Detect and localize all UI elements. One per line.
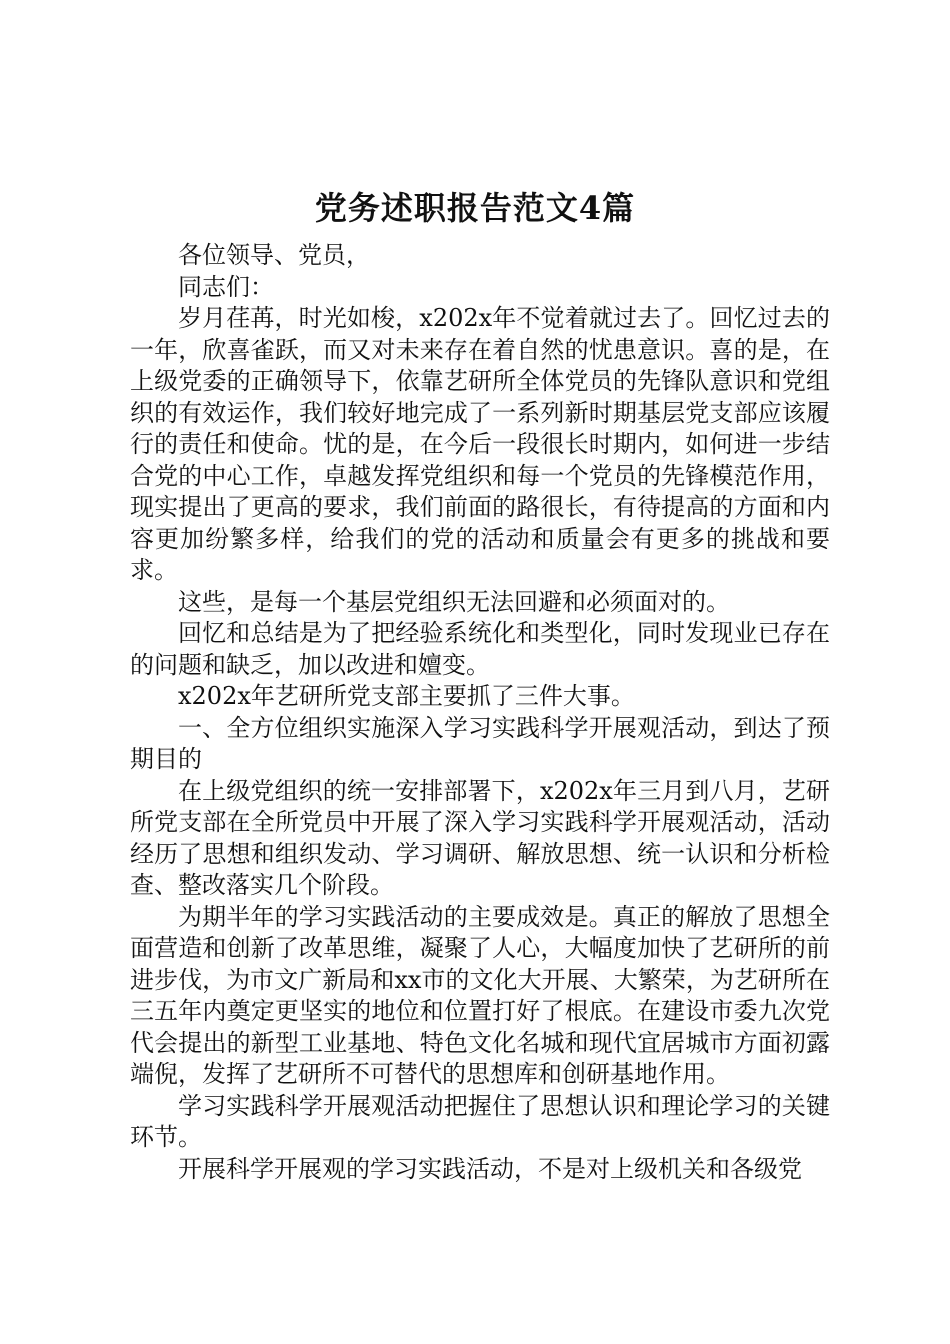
section-heading: 一、全方位组织实施深入学习实践科学开展观活动，到达了预期目的	[130, 713, 830, 773]
body-paragraph: 开展科学开展观的学习实践活动，不是对上级机关和各级党	[178, 1154, 802, 1183]
body-paragraph: 在上级党组织的统一安排部署下，x202x年三月到八月，艺研所党支部在全所党员中开展了深入学习实践科学开展观活动，活动经历了思想和组织发动、学习调研、解放思想、统一认识和分析检查、整改落实几个阶段。	[130, 776, 830, 899]
document-body	[130, 240, 830, 1185]
body-paragraph: 为期半年的学习实践活动的主要成效是。真正的解放了思想全面营造和创新了改革思维，凝聚了人心，大幅度加快了艺研所的前进步伐，为市文广新局和xx市的文化大开展、大繁荣，为艺研所在三五年内奠定更坚实的地位和位置打好了根底。在建设市委九次党代会提出的新型工业基地、特色文化名城和现代宜居城市方面初露端倪，发挥了艺研所不可替代的思想库和创研基地作用。	[130, 902, 830, 1088]
salutation-paragraph: 同志们：	[178, 272, 274, 301]
body-paragraph: 回忆和总结是为了把经验系统化和类型化，同时发现业已存在的问题和缺乏，加以改进和嬗变。	[130, 619, 830, 679]
body-paragraph: x202x年艺研所党支部主要抓了三件大事。	[178, 682, 635, 710]
document-title: 党务述职报告范文4篇	[314, 189, 636, 227]
body-paragraph: 这些，是每一个基层党组织无法回避和必须面对的。	[178, 587, 730, 616]
body-paragraph: 学习实践科学开展观活动把握住了思想认识和理论学习的关键环节。	[130, 1091, 830, 1151]
body-paragraph: 岁月荏苒，时光如梭，x202x年不觉着就过去了。回忆过去的一年，欣喜雀跃，而又对未来存在着自然的忧患意识。喜的是，在上级党委的正确领导下，依靠艺研所全体党员的先锋队意识和党组织的有效运作，我们较好地完成了一系列新时期基层党支部应该履行的责任和使命。忧的是，在今后一段很长时期内，如何进一步结合党的中心工作，卓越发挥党组织和每一个党员的先锋模范作用，现实提出了更高的要求，我们前面的路很长，有待提高的方面和内容更加纷繁多样，给我们的党的活动和质量会有更多的挑战和要求。	[130, 304, 830, 584]
salutation-paragraph: 各位领导、党员，	[178, 241, 370, 269]
